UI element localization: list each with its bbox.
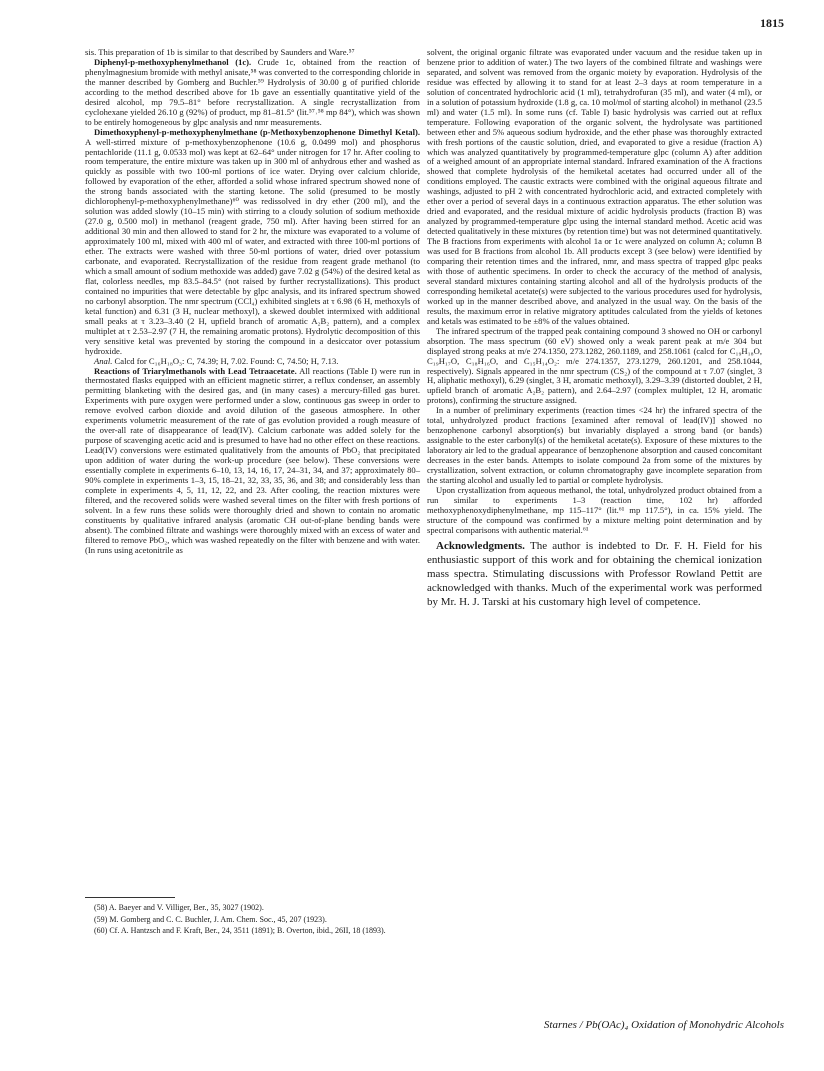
paragraph: The infrared spectrum of the trapped peak containing compound 3 showed no OH or carbonyl absorption. The mass spectrum (60 eV) showed only a weak parent peak at m/e 304 but displayed strong peaks at m/e 274.1350, 273.1282, 260.1189, and 258.1061 (calcd for C₁₉H₁₈O, C₁₉H₁₇O, C₁₈H₁₆O, and C₁₅H₁₄O₂: m/e 274.1357, 273.1279, 260.1201, and 258.1044, respectively). Signals appeared in the nmr spectrum (CS₂) of the compound at τ 7.07 (singlet, 3 H, aliphatic methoxyl), 6.29 (singlet, 3 H, aromatic methoxyl), 3.29–3.39 (distorted doublet, 2 H, upfield branch of aromatic A₂B₂ pattern), and 2.64–2.97 (complex multiplet, 12 H, aromatic protons), confirming the structure assigned. [427,325,762,406]
paragraph: solvent, the original organic filtrate was evaporated under vacuum and the residue taken up in benzene prior to addition of water.) The two layers of the combined filtrate and washings were separated, and solvent was removed from the organic moiety by evaporation. Hydrolysis of the residue was effected by allowing it to stand for at least 2–3 days at room temperature in a solution of concentrated hydrochloric acid (1 ml), tetrahydrofuran (35 ml), and water (4 ml), or in a solution of potassium hydroxide (1.8 g, ca. 10 mol/mol of starting alcohol) in methanol (23.5 ml) and water (1.5 ml). In some runs (cf. Table I) basic hydrolysis was carried out at reflux temperature. Following evaporation of the organic solvent, the hydrolysate was partitioned between ether and 5% aqueous sodium hydroxide, and the ether phase was thoroughly extracted with fresh portions of the caustic solution, dried, and evaporated to give a residue (fraction A) which was analyzed quantitatively by programmed-temperature glpc (column A) after addition of a weighed amount of an appropriate internal standard. Infrared examination of the A fractions showed that complete hydrolysis of the hemiketal acetates had occurred under all of the conditions employed. The caustic extracts were combined with the original aqueous filtrate and washings, adjusted to pH 2 with concentrated hydrochloric acid, and extracted completely with ether over a period of several days in a continuous extraction apparatus. The ether solution was dried and evaporated, and the residual mixture of acidic hydrolysis products (fraction B) was analyzed by programmed-temperature glpc using the internal standard method. Acetic acid was detected qualitatively in these mixtures (by retention time) but was not determined quantitatively. The B fractions from experiments with alcohol 1a or 1c were analyzed on column A; column B was used for B fractions from alcohol 1b. All products except 3 (see below) were identified by comparing their retention times and the infrared, nmr, and mass spectra of trapped glpc peaks with those of authentic specimens. In order to check the accuracy of the method of analysis, several standard mixtures containing starting alcohol and all of the hydrolysis products of the corresponding hemiketal acetate(s) were subjected to the various procedures used for hydrolysis, worked up in the manner described above, and analyzed in the usual way. On the basis of the results, the maximum error in relative migratory aptitudes calculated from the yields of ketones and ketals was estimated to be ±8% of the values obtained. [427,47,762,326]
run-in-heading: Reactions of Triarylmethanols with Lead Tetraacetate. [94,365,297,376]
paragraph [85,367,420,556]
paragraph: Upon crystallization from aqueous methanol, the total, unhydrolyzed product obtained from a run similar to experiments 1–3 (reaction time, 102 hr) afforded methoxyphenoxydiphenylmethane, mp 115–117° (lit.⁶¹ mp 117.5°), in ca. 15% yield. The structure of the compound was confirmed by a mixture melting point determination and by spectral comparisons with authentic material.⁶¹ [427,484,762,535]
footnote: (58) A. Baeyer and V. Villiger, Ber., 35, 3027 (1902). [94,903,264,912]
footnote: (59) M. Gomberg and C. C. Buchler, J. Am. Chem. Soc., 45, 207 (1923). [94,914,327,924]
footnote-rule [85,897,175,898]
run-in-heading: Dimethoxyphenyl-p-methoxyphenylmethane (p-Methoxybenzophenone Dimethyl Ketal). [94,126,420,137]
paragraph-text: All reactions (Table I) were run in thermostated flasks equipped with an efficient magnetic stirrer, a reflux condenser, an assembly permitting blanketing with the desired gas, and (in many cases) a mercury-filled gas buret. Experiments with pure oxygen were performed under a slow, continuous gas sweep in order to remove evolved carbon dioxide and avoid dilution of the gaseous atmosphere. In other experiments volumetric measurement of the rate of gas evolution provided a rough measure of the over-all rate of disappearance of lead(IV). Calcium carbonate was added solely for the purpose of scavenging acetic acid and is presumed to have had no other effect on these reactions. Lead(IV) conversions were estimated qualitatively from the amounts of PbO₂ that precipitated upon addition of water during the work-up procedure (see below). These conversions were essentially complete in experiments 6–10, 13, 14, 16, 17, 24–31, 34, and 37; approximately 80–90% complete in experiments 1–3, 15, 18–21, 32, 33, 35, 36, and 38; and considerably less than complete in experiments 4, 5, 11, 12, 22, and 23. After cooling, the reaction mixtures were filtered, and the recovered solids were washed several times on the filter with fresh portions of solvent. In a few runs these solids were thoroughly dried and shown to contain no aromatic constituents by qualitative infrared analysis (aromatic CH out-of-plane bending bands were absent). The combined filtrate and washings were thoroughly mixed with an excess of water and filtered to remove PbO₂, which was washed repeatedly on the filter with benzene and with water. (In runs using acetonitrile as [85,365,421,555]
paragraph-text: The author is indebted to Dr. F. H. Field for his enthusiastic support of this work and for obtaining the chemical ionization mass spectra. Stimulating discussions with Professor Rowland Pettit are acknowledged with thanks. Much of the experimental work was performed by Mr. H. J. Tarski at his customary high level of competence. [427,539,762,608]
run-in-heading: Diphenyl-p-methoxyphenylmethanol (1c). [94,56,252,67]
paragraph-text: Crude 1c, obtained from the reaction of phenylmagnesium bromide with methyl anisate,⁵⁸ was converted to the corresponding chloride in the manner described by Gomberg and Buchler.⁵⁹ Hydrolysis of 30.00 g of purified chloride according to the method described above for 1b gave an essentially quantitative yield of the desired alcohol, mp 79.5–81° before recrystallization. A single recrystallization from cyclohexane yielded 26.10 g (92%) of product, mp 81–81.5° (lit.⁵⁷˒⁵⁸ mp 84°), which was shown to be entirely homogeneous by glpc analysis and nmr measurements. [85,56,420,127]
paragraph [85,58,420,128]
footnote: (60) Cf. A. Hantzsch and F. Kraft, Ber., 24, 3511 (1891); B. Overton, ibid., 26II, 18 (1893). [94,926,386,935]
left-column [85,48,420,556]
paragraph: In a number of preliminary experiments (reaction times <24 hr) the infrared spectra of the total, unhydrolyzed product fractions [examined after removal of lead(IV)] showed no benzophenone carbonyl absorption(s) but invariably displayed a strong band (or bands) assignable to the ester carbonyl(s) of the hemiketal acetate(s). Exposure of these mixtures to the laboratory air led to the gradual appearance of benzophenone absorption and caused concomitant decreases in the ester bands. Attempts to isolate compound 2a from some of the mixtures by crystallization, solvent extraction, or column chromatography gave incomplete separation from the starting alcohol and usually led to partial or complete hydrolysis. [427,405,762,485]
anal-label: Anal. [94,355,113,366]
page-number: 1815 [760,16,784,30]
acknowledgments [427,539,762,609]
paragraph [85,128,420,357]
running-footer: Starnes / Pb(OAc)₄ Oxidation of Monohydric Alcohols [543,1019,784,1031]
paragraph: sis. This preparation of 1b is similar to that described by Saunders and Ware.⁵⁷ [85,47,355,57]
paragraph-text: Calcd for C₁₆H₁₈O₃: C, 74.39; H, 7.02. Found: C, 74.50; H, 7.13. [114,355,339,366]
right-column [427,48,762,609]
run-in-heading: Acknowledgments. [436,539,525,552]
paragraph-text: A well-stirred mixture of p-methoxybenzophenone (10.6 g, 0.0499 mol) and phosphorus pentachloride (11.1 g, 0.0533 mol) was kept at 62–64° under nitrogen for 17 hr. After cooling to room temperature, the entire mixture was taken up in 300 ml of anhydrous ether and washed as quickly as possible with two 100-ml portions of ice water. Drying over calcium chloride, followed by evaporation of the ether, afforded a solid whose infrared spectrum showed none of the strong bands associated with the starting ketone. The solid (presumed to be mostly dichlorophenyl-p-methoxyphenylmethane)⁶⁰ was redissolved in dry ether (200 ml), and the solution was added slowly (10–15 min) with stirring to a cloudy solution of sodium methoxide (27.0 g, 0.500 mol) in methanol (reagent grade, 750 ml). After having been stirred for an additional 30 min and then allowed to stand for 2 hr, the mixture was evaporated to a volume of approximately 100 ml, mixed with 400 ml of water, and extracted with three 100-ml portions of ether. The extracts were washed with three 50-ml portions of water, dried over potassium carbonate, and evaporated. Recrystallization of the residue from reagent grade methanol (to which a small amount of sodium methoxide was added) gave 7.02 g (54%) of the desired ketal as flat, colorless needles, mp 83.5–84.5° (not raised by further recrystallizations). This product contained no impurities that were detectable by glpc analysis, and its infrared spectrum showed no carbonyl absorption. The nmr spectrum (CCl₄) exhibited singlets at τ 6.98 (6 H, methoxyls of ketal function) and 6.31 (3 H, nuclear methoxyl), a skewed doublet intermixed with additional small peaks at τ 3.23–3.40 (2 H, upfield branch of aromatic A₂B₂ pattern), and a complex multiplet at τ 2.53–2.97 (7 H, the remaining aromatic protons). Hydrolytic decomposition of this very sensitive ketal was prevented by storing the compound in a desiccator over potassium hydroxide. [85,136,420,356]
footnotes [85,897,420,938]
